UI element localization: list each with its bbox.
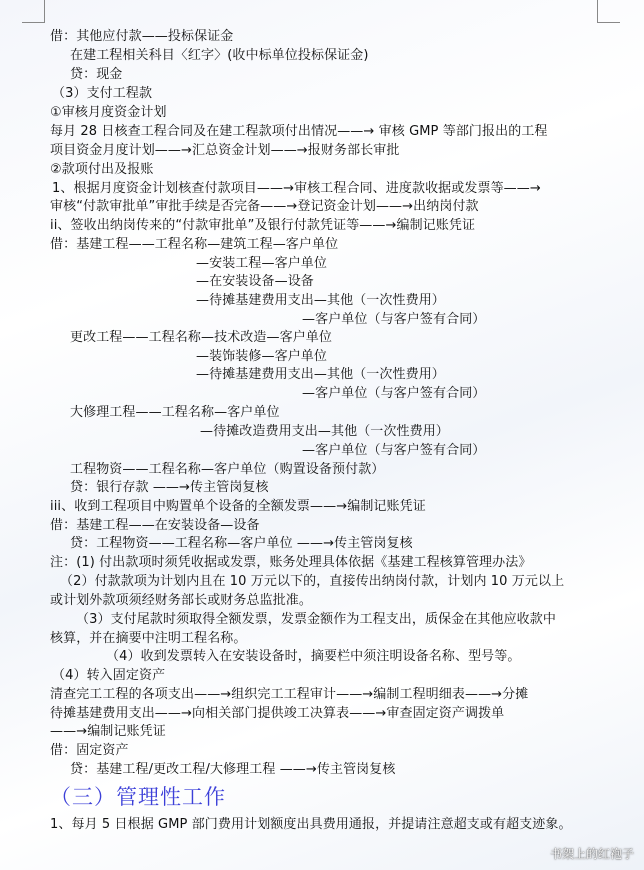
text-line: 1、每月 5 日根据 GMP 部门费用计划额度出具费用通报，并提请注意超支或有超支迹象。 [50,817,572,832]
text-line: 1、根据月度资金计划核查付款项目——→审核工程合同、进度款收据或发票等——→ [52,181,541,196]
text-line: 项目资金月度计划——→汇总资金计划——→报财务部长审批 [50,143,400,158]
page-corner-mark [597,0,620,23]
text-line: 注：(1) 付出款项时须凭收据或发票，账务处理具体依据《基建工程核算管理办法》 [50,555,532,570]
text-line: （4）收到发票转入在安装设备时，摘要栏中须注明设备名称、型号等。 [106,649,521,664]
text-line: —待摊基建费用支出—其他（一次性费用） [196,367,445,382]
text-line: 借：其他应付款——投标保证金 [50,29,234,44]
text-line: 借：固定资产 [50,743,129,758]
text-line: （2）付款款项为计划内且在 10 万元以下的，直接传出纳岗付款，计划内 10 万元以上 [60,574,565,589]
text-line: —待摊基建费用支出—其他（一次性费用） [196,293,445,308]
text-line: （3）支付工程款 [52,86,153,101]
text-line: iii、收到工程项目中购置单个设备的全额发票——→编制记账凭证 [50,499,426,514]
text-line: 贷：工程物资——工程名称—客户单位 ——→传主管岗复核 [70,536,413,551]
text-line: 待摊基建费用支出——→向相关部门提供竣工决算表——→审查固定资产调拨单 [50,706,505,721]
text-line: 借：基建工程——在安装设备—设备 [50,518,260,533]
text-line: 工程物资——工程名称—客户单位（购置设备预付款） [70,462,385,477]
text-line: —在安装设备—设备 [196,274,314,289]
text-line: ii、签收出纳岗传来的“付款审批单”及银行付款凭证等——→编制记账凭证 [50,218,476,233]
text-line: 每月 28 日核查工程合同及在建工程款项付出情况——→ 审核 GMP 等部门报出的工程 [50,124,548,139]
text-line: —装饰装修—客户单位 [196,349,328,364]
text-line: 在建工程相关科目〈红字〉(收中标单位投标保证金) [70,48,369,63]
text-line: （4）转入固定资产 [52,668,166,683]
text-line: 更改工程——工程名称—技术改造—客户单位 [70,330,333,345]
text-line: —客户单位（与客户签有合同） [302,386,486,401]
text-line: —客户单位（与客户签有合同） [302,312,486,327]
text-line: 清查完工工程的各项支出——→组织完工工程审计——→编制工程明细表——→分摊 [50,687,529,702]
text-line: ①审核月度资金计划 [50,105,167,120]
text-line: 审核“付款审批单”审批手续是否完备——→登记资金计划——→出纳岗付款 [50,199,479,214]
page-corner-mark [22,0,45,23]
text-line: 核算，并在摘要中注明工程名称。 [50,631,247,646]
text-line: ——→编制记账凭证 [50,724,166,739]
text-line: —客户单位（与客户签有合同） [302,443,486,458]
text-line: 借：基建工程——工程名称—建筑工程—客户单位 [50,237,339,252]
text-line: 贷：现金 [70,67,123,82]
text-line: （3）支付尾款时须取得全额发票，发票金额作为工程支出，质保金在其他应收款中 [76,612,556,627]
watermark: 书架上的红袍子 [549,847,634,861]
text-line: 或计划外款项须经财务部长或财务总监批准。 [50,593,313,608]
text-line: 贷：银行存款 ——→传主管岗复核 [70,480,269,495]
text-line: —待摊改造费用支出—其他（一次性费用） [200,424,449,439]
section-heading: （三）管理性工作 [50,785,226,809]
text-line: 贷：基建工程/更改工程/大修理工程 ——→传主管岗复核 [70,762,396,777]
text-line: —安装工程—客户单位 [196,256,328,271]
text-line: 大修理工程——工程名称—客户单位 [70,405,280,420]
text-line: ②款项付出及报账 [50,162,154,177]
